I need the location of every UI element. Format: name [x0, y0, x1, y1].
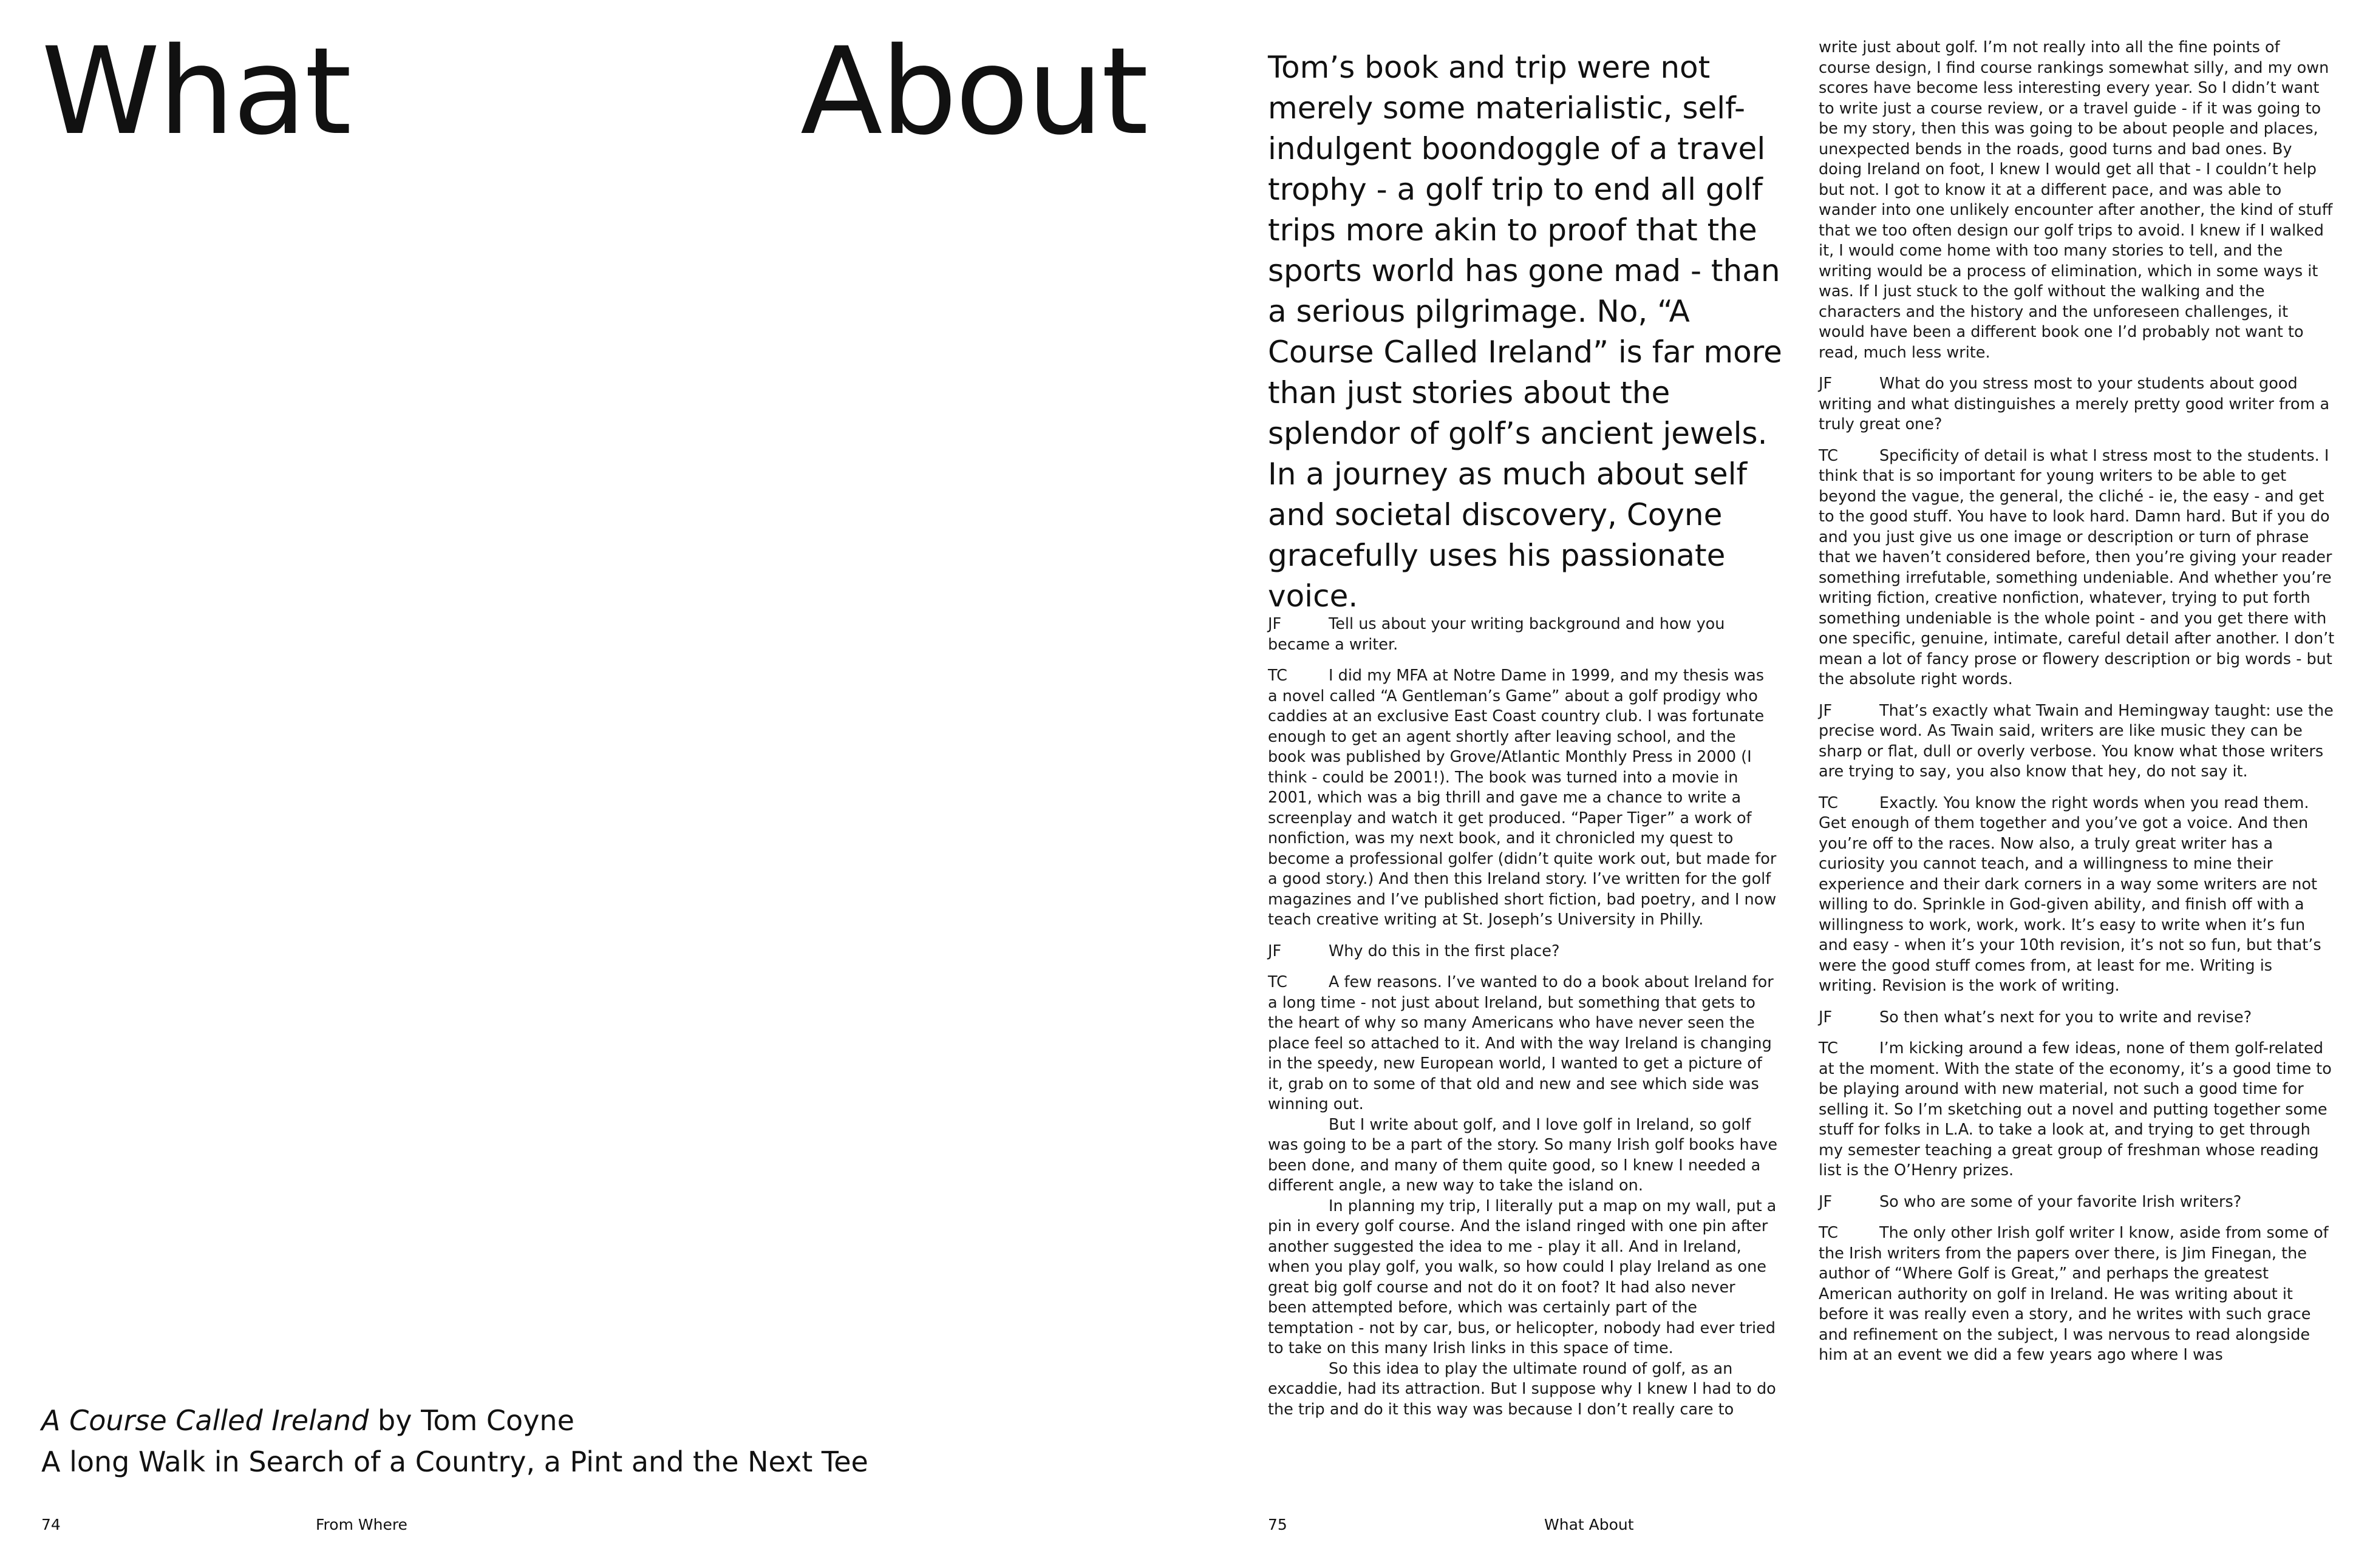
- book-title: A Course Called Ireland: [41, 1404, 369, 1437]
- speaker-label: TC: [1819, 1224, 1838, 1242]
- speaker-label: TC: [1819, 1039, 1838, 1057]
- paragraph-text: What do you stress most to your students about good writing and what distinguishes a merely pretty good writer from a truly great one?: [1819, 375, 2330, 433]
- running-head-left: From Where: [316, 1516, 407, 1533]
- paragraph-continuation: In planning my trip, I literally put a map on my wall, put a pin in every golf course. And the island ringed with one pin after another suggested the idea to me - play it all. And in Ireland, when you play golf, you walk, so how could I play Ireland as one great big golf course and not do it on foot? It had also never been attempted before, which was certainly part of the temptation - not by car, bus, or helicopter, nobody had ever tried to take on this many Irish links in this space of time.: [1268, 1196, 1777, 1357]
- paragraph-continuation: But I write about golf, and I love golf in Ireland, so golf was going to be a part of the story. So many Irish golf books have been done, and many of them quite good, so I knew I needed a different angle, a new way to take the island on.: [1268, 1115, 1778, 1195]
- running-head-right: What About: [1544, 1516, 1634, 1533]
- interview-paragraph: [1268, 972, 1778, 1420]
- paragraph-text: Exactly. You know the right words when you read them. Get enough of them together and you’ve got a voice. And then you’re off to the races. Now also, a truly great writer has a curiosity you cannot teach, and a willingness to mine their experience and their dark corners in a way some writers are not willing to do. Sprinkle in God-given ability, and finish off with a willingness to work, work, work. It’s easy to write when it’s fun and easy - when it’s your 10th revision, it’s not so fun, but that’s were the good stuff comes from, at least for me. Writing is writing. Revision is the work of writing.: [1819, 793, 2321, 995]
- paragraph-text: That’s exactly what Twain and Hemingway taught: use the precise word. As Twain said, writers are like music they can be sharp or flat, dull or overly verbose. You know what those writers are trying to say, you also know that hey, do not say it.: [1819, 701, 2334, 781]
- interview-paragraph: [1819, 1039, 2335, 1181]
- heading-what: What: [41, 21, 350, 161]
- interview-paragraph: [1819, 1008, 2335, 1028]
- interview-column-1: [1268, 614, 1778, 1431]
- paragraph-text: Specificity of detail is what I stress most to the students. I think that is so important for young writers to be able to get beyond the vague, the general, the cliché - ie, the easy - and get to the good stuff. You have to look hard. Damn hard. But if you do and you just give us one image or description or turn of phrase that we haven’t considered before, then you’re giving your reader something irrefutable, something undeniable. And whether you’re writing fiction, creative nonfiction, whatever, trying to put forth something undeniable is the whole point - and you get there with one specific, genuine, intimate, careful detail after another. I don’t mean a lot of fancy prose or flowery description or big words - but the absolute right words.: [1819, 446, 2335, 688]
- interview-paragraph: [1819, 701, 2335, 782]
- interview-paragraph: [1819, 446, 2335, 690]
- speaker-label: TC: [1268, 973, 1287, 991]
- book-subtitle: A long Walk in Search of a Country, a Pint and the Next Tee: [41, 1445, 868, 1478]
- speaker-label: JF: [1268, 942, 1282, 960]
- speaker-label: JF: [1819, 1008, 1833, 1027]
- interview-paragraph: [1819, 1223, 2335, 1366]
- paragraph-continuation: So this idea to play the ultimate round of golf, as an excaddie, had its attraction. But I suppose why I knew I had to do the trip and do it this way was because I don’t really care to: [1268, 1359, 1776, 1419]
- speaker-label: JF: [1819, 375, 1833, 393]
- speaker-label: TC: [1819, 793, 1838, 812]
- speaker-label: JF: [1819, 701, 1833, 720]
- page-number-right: 75: [1268, 1516, 1287, 1533]
- heading-about: About: [800, 21, 1147, 161]
- paragraph-text: So who are some of your favorite Irish writers?: [1879, 1192, 2242, 1211]
- speaker-label: TC: [1268, 667, 1287, 685]
- speaker-label: JF: [1819, 1192, 1833, 1211]
- book-credit-line: [41, 1400, 574, 1441]
- pull-quote: Tom’s book and trip were not merely some materialistic, self-indulgent boondoggle of a travel trophy - a golf trip to end all golf trips more akin to proof that the sports world has gone mad - than a serious pilgrimage. No, “A Course Called Ireland” is far more than just stories about the splendor of golf’s ancient jewels. In a journey as much about self and societal discovery, Coyne gracefully uses his passionate voice.: [1268, 50, 1782, 614]
- book-author: by Tom Coyne: [369, 1404, 574, 1437]
- interview-paragraph: [1268, 666, 1778, 931]
- paragraph-text: Tell us about your writing background and how you became a writer.: [1268, 615, 1725, 654]
- speaker-label: TC: [1819, 446, 1838, 465]
- paragraph-text: So then what’s next for you to write and revise?: [1879, 1008, 2252, 1027]
- interview-paragraph: [1819, 793, 2335, 997]
- paragraph-text: I’m kicking around a few ideas, none of them golf-related at the moment. With the state of the economy, it’s a good time to be playing around with new material, not such a good time for selling it. So I’m sketching out a novel and putting together some stuff for folks in L.A. to take a look at, and trying to get through my semester teaching a great group of freshman whose reading list is the O’Henry prizes.: [1819, 1039, 2332, 1179]
- paragraph-text: Why do this in the first place?: [1329, 942, 1560, 960]
- paragraph-text: A few reasons. I’ve wanted to do a book about Ireland for a long time - not just about Ireland, but something that gets to the heart of why so many Americans who have never seen the place feel so attached to it. And with the way Ireland is changing in the speedy, new European world, I wanted to get a picture of it, grab on to some of that old and new and see which side was winning out.: [1268, 973, 1774, 1113]
- paragraph-text: I did my MFA at Notre Dame in 1999, and my thesis was a novel called “A Gentleman’s Game” about a golf prodigy who caddies at an exclusive East Coast country club. I was fortunate enough to get an agent shortly after leaving school, and the book was published by Grove/Atlantic Monthly Press in 2000 (I think - could be 2001!). The book was turned into a movie in 2001, which was a big thrill and gave me a chance to write a screenplay and watch it get produced. “Paper Tiger” a work of nonfiction, was my next book, and it chronicled my quest to become a professional golfer (didn’t quite work out, but made for a good story.) And then this Ireland story. I’ve written for the golf magazines and I’ve published short fiction, bad poetry, and I now teach creative writing at St. Joseph’s University in Philly.: [1268, 667, 1777, 929]
- interview-paragraph: [1268, 614, 1778, 655]
- paragraph-text: The only other Irish golf writer I know, aside from some of the Irish writers from the papers over there, is Jim Finegan, the author of “Where Golf is Great,” and perhaps the greatest American authority on golf in Ireland. He was writing about it before it was really even a story, and he writes with such grace and refinement on the subject, I was nervous to read alongside him at an event we did a few years ago where I was: [1819, 1224, 2329, 1364]
- interview-paragraph: [1819, 38, 2335, 363]
- page-number-left: 74: [41, 1516, 61, 1533]
- paragraph-text: write just about golf. I’m not really into all the fine points of course design, I find course rankings somewhat silly, and my own scores have become less interesting every year. So I didn’t want to write just a course review, or a travel guide - if it was going to be my story, then this was going to be about people and places, unexpected bends in the roads, good turns and bad ones. By doing Ireland on foot, I knew I would get all that - I couldn’t help but not. I got to know it at a different pace, and was able to wander into one unlikely encounter after another, the kind of stuff that we too often design our golf trips to avoid. I knew if I walked it, I would come home with too many stories to tell, and the writing would be a process of elimination, which in some ways it was. If I just stuck to the golf without the walking and the characters and the history and the unforeseen challenges, it would have been a different book one I’d probably not want to read, much less write.: [1819, 38, 2333, 362]
- interview-column-2: [1819, 38, 2335, 1377]
- speaker-label: JF: [1268, 615, 1282, 633]
- interview-paragraph: [1819, 374, 2335, 435]
- interview-paragraph: [1268, 942, 1778, 962]
- interview-paragraph: [1819, 1192, 2335, 1213]
